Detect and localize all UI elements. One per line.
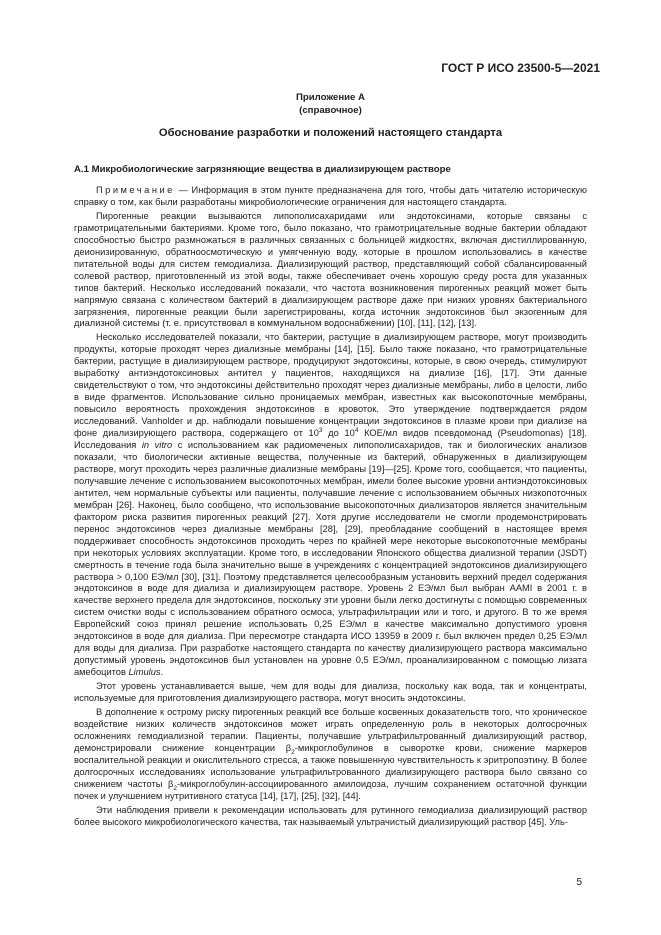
paragraph-3: Этот уровень устанавливается выше, чем для воды для диализа, поскольку как вода, так и концентраты, используемые для приготовления диализирующего раствора, могут вносить эндотоксины. (74, 681, 587, 704)
note-text: — Информация в этом пункте предназначена для того, чтобы дать читателю историческую справку о том, как были разработаны микробиологические ограничения для настоящего стандарта. (74, 185, 587, 207)
page-number: 5 (576, 877, 582, 888)
paragraph-5: Эти наблюдения привели к рекомендации использовать для рутинного гемодиализа диализирующий раствор более высокого микробиологического качества, так называемый ультрачистый диализирующий раствор [45]. Уль- (74, 804, 587, 827)
paragraph-2-part: . (160, 667, 164, 678)
paragraph-4-part: В дополнение к острому риску пирогенных реакций все больше косвенных доказательств того, что хроническое воздействие низких количеств эндотоксинов может играть определенную роль в некоторых долгосрочных осложнениях гемодиализной терапии. Пациенты, получавшие ультрафильтрованный диализирующий раствор, демонстрировали снижение концентрации β (74, 706, 587, 753)
paragraph-4 (74, 707, 587, 803)
paragraph-2-part: до 10 (322, 428, 355, 439)
annex-title: Обоснование разработки и положений настоящего стандарта (158, 127, 503, 139)
paragraph-1: Пирогенные реакции вызываются липополисахаридами или эндотоксинами, которые связаны с грамотрицательными бактериями. Кроме того, было показано, что грамотрицательные водные бактерии обладают способностью быстро размножаться в различных связанных с больницей жидкостях, включая дистиллированную, деионизированную, обратноосмотическую и умягченную воду, которые в прошлом использовались в качестве питательной воды для систем гемодиализа. Диализирующий раствор, представляющий собой сбалансированный солевой раствор, приготовленный из этой воды, также обеспечивает очень хорошую среду роста для указанных типов бактерий. Несколько исследований показали, что частота возникновения пирогенных реакций может быть напрямую связана с количеством бактерий в диализирующем растворе даже при низких уровнях бактериального загрязнения, пирогенные реакции были зарегистрированы, когда источник эндотоксинов был экзогенным для диализной системы (т. е. присутствовал в коммунальном водоснабжении) [10], [11], [12], [13]. (74, 210, 587, 329)
subscript: 2 (173, 784, 177, 792)
subscript: 2 (291, 748, 295, 756)
body-text (74, 185, 587, 829)
italic-term: Limulus (128, 667, 161, 678)
note-label: Примечание (96, 185, 175, 195)
paragraph-2 (74, 332, 587, 679)
paragraph-4-part: -микроглобулин-ассоциированного амилоидоза, лучшим сохранением остаточной функции почек и улучшением нутритивного статуса [14], [17], [25], [32], [44]. (74, 778, 587, 801)
section-heading: А.1 Микробиологические загрязняющие вещества в диализирующем растворе (74, 164, 451, 175)
paragraph-2-part: Несколько исследователей показали, что бактерии, растущие в диализирующем растворе, могут производить продукты, которые проходят через диализные мембраны [14], [15]. Было также показано, что грамотрицательные бактерии, растущие в диализирующем растворе, продуцируют эндотоксины, которые, в свою очередь, стимулируют выработку антиэндотоксиновых антител у пациентов, находящихся на диализе [16], [17]. Эти данные свидетельствуют о том, что эндотоксины действительно проходят через диализные мембраны, либо в целости, либо в виде фрагментов. Использование сильно проницаемых мембран, известных как высокопоточные мембраны, повысило вероятность прохождения эндотоксинов в кровоток. Это утверждение подтверждается рядом исследований. Vanholder и др. наблюдали повышение концентрации эндотоксинов в плазме крови при диализе на фоне диализирующего раствора, содержащего от 10 (74, 332, 587, 439)
paragraph-2-part: с использованием как радиомеченых липополисахаридов, так и биологических анализов показали, что биологически активные вещества, полученные из бактерий, обнаруженных в диализирующем растворе, могут проходить через различные диализные мембраны [19]—[25]. Кроме того, сообщается, что пациенты, получавшие лечение с использованием высокопоточных мембран, имели более высокие уровни антиэндотоксиновых антител, чем нормальные субъекты или пациенты, получавшие лечение с использованием обычных низкопоточных мембран [26]. Наконец, было сообщено, что использование высокопоточных диализаторов является значительным фактором риска развития пирогенных реакций [27]. Хотя другие исследователи не смогли продемонстрировать перенос эндотоксинов через диализные мембраны [28], [29], преобладание сообщений в настоящее время поддерживает способность эндотоксинов проходить через по крайней мере некоторые высокопоточные мембраны при некоторых условиях эксплуатации. Кроме того, в исследовании Японского общества диализной терапии (JSDT) смертность в течение года была значительно выше в учреждениях с концентрацией эндотоксинов диализирующего раствора > 0,100 ЕЭ/мл [30], [31]. Поэтому представляется целесообразным установить верхний предел содержания эндотоксинов в воде для диализа и диализирующем растворе. Уровень 2 ЕЭ/мл был выбран AAMI в 2001 г. в качестве верхнего предела для эндотоксинов, поскольку эти уровни были легко достигнуты с помощью современных систем очистки воды с использованием обратного осмоса, ультрафильтрации или и того, и другого. В то же время Европейский союз принял решение использовать 0,25 ЕЭ/мл в качестве максимально допустимого уровня эндотоксинов в воде для диализа. При пересмотре стандарта ИСО 13959 в 2009 г. был включен предел 0,25 ЕЭ/мл для воды для диализа. При разработке настоящего стандарта по качеству диализирующего раствора максимально допустимый уровень эндотоксинов был установлен на уровне 0,5 ЕЭ/мл, проанализированном с помощью лизата амебоцитов (74, 440, 587, 678)
annex-label: Приложение А (296, 92, 365, 103)
paragraph-4-part: -микроглобулинов в сыворотке крови, снижение маркеров воспалительной реакции и окислительного стресса, а также повышенную чувствительность к эритропоэтину. В более долгосрочных исследованиях использование ультрафильтрованного диализирующего раствора было связано со снижением частоты β (74, 742, 588, 789)
exponent: 3 (318, 426, 323, 434)
paragraph-2-part: КОЕ/мл видов псевдомонад (Pseudomonas) [18]. Исследования (74, 428, 587, 451)
note-paragraph (74, 185, 587, 209)
italic-term: in vitro (141, 440, 173, 451)
annex-heading (0, 92, 661, 117)
annex-status: (справочное) (299, 104, 362, 116)
exponent: 4 (354, 426, 359, 434)
standard-designation: ГОСТ Р ИСО 23500-5—2021 (441, 61, 600, 75)
